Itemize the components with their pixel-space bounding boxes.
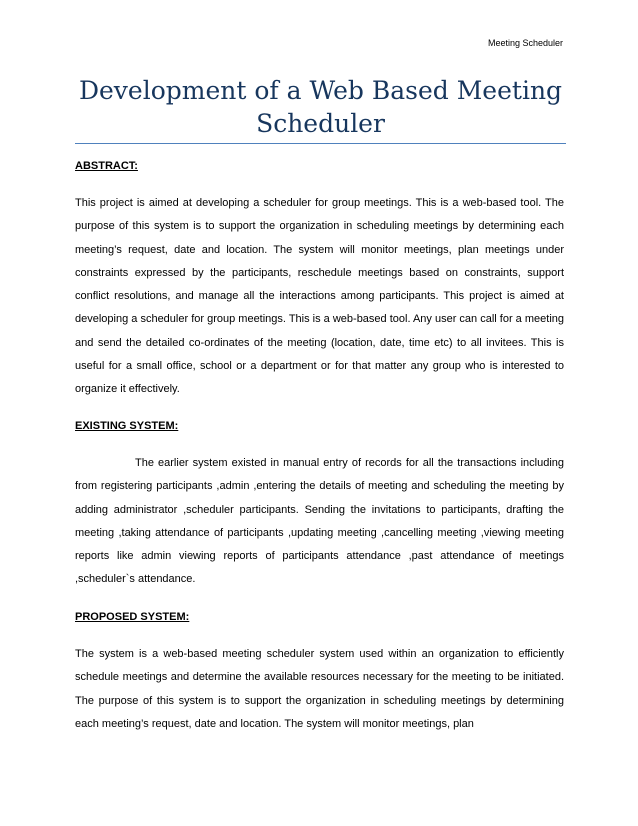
existing-system-heading: EXISTING SYSTEM: bbox=[75, 420, 179, 432]
proposed-system-heading: PROPOSED SYSTEM: bbox=[75, 611, 190, 623]
proposed-system-paragraph: The system is a web-based meeting scheduler system used within an organization to efficiently schedule meetings and determine the available resources necessary for the meeting to be initiated. The purpose of this system is to support the organization in scheduling meetings by determining each meeting’s request, date and location. The system will monitor meetings, plan bbox=[75, 648, 564, 730]
running-header: Meeting Scheduler bbox=[487, 38, 563, 48]
abstract-heading: ABSTRACT: bbox=[75, 160, 138, 172]
abstract-paragraph: This project is aimed at developing a scheduler for group meetings. This is a web-based tool. The purpose of this system is to support the organization in scheduling meetings by determining each meeting’s request, date and location. The system will monitor meetings, plan meetings under constraints expressed by the participants, reschedule meetings based on constraints, support conflict resolutions, and manage all the interactions among participants. This project is aimed at developing a scheduler for group meetings. This is a web-based tool. Any user can call for a meeting and send the detailed co-ordinates of the meeting (location, date, time etc) to all invitees. This is useful for a small office, school or a department or for that matter any group who is interested to organize it effectively. bbox=[75, 197, 564, 396]
title-divider bbox=[75, 143, 566, 144]
existing-system-paragraph: The earlier system existed in manual entry of records for all the transactions including from registering participants ,admin ,entering the details of meeting and scheduling the meeting by adding administrator ,scheduler participants. Sending the invitations to participants, drafting the meeting ,taking attendance of participants ,updating meeting ,cancelling meeting ,viewing meeting reports like admin viewing reports of participants attendance ,past attendance of meetings ,scheduler`s attendance. bbox=[75, 457, 564, 586]
document-title: Development of a Web Based Meeting Scheduler bbox=[78, 76, 563, 138]
